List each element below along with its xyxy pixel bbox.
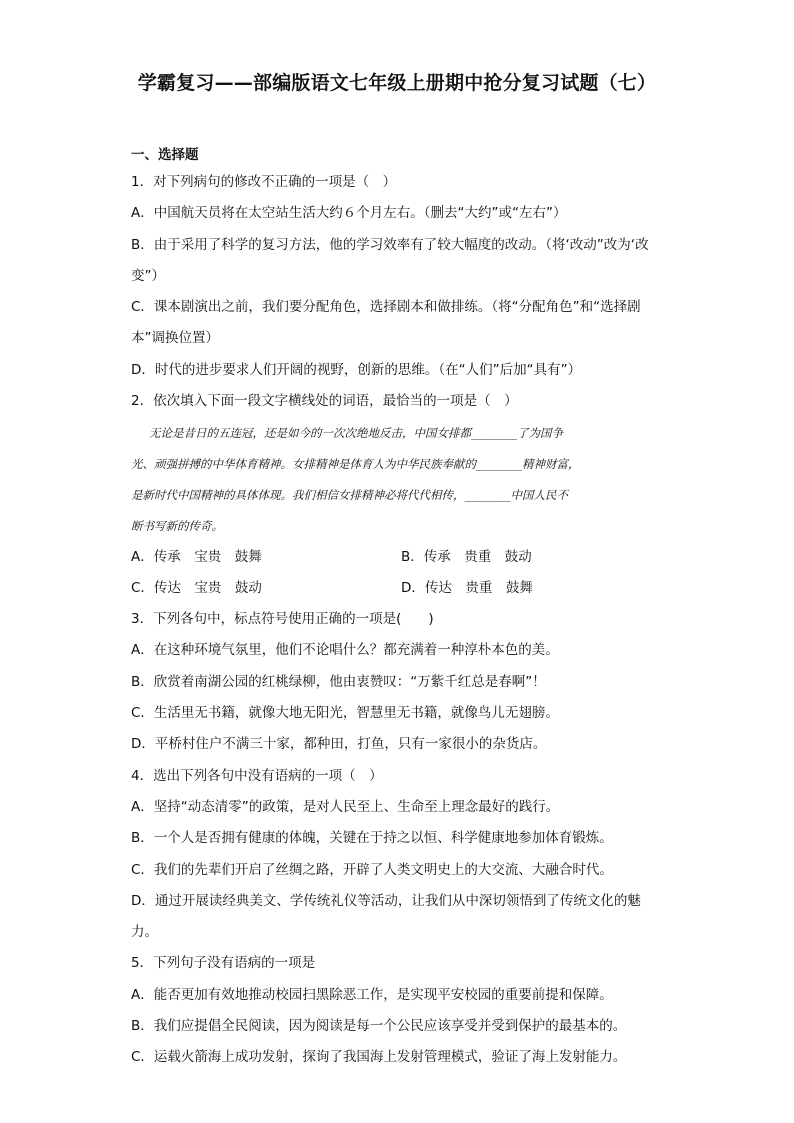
question-3-stem: 3．下列各句中，标点符号使用正确的一项是( )	[131, 611, 434, 628]
question-2-option-d: D．传达 贵重 鼓舞	[401, 579, 533, 596]
question-2-option-a: A．传承 宝贵 鼓舞	[131, 548, 262, 565]
question-3-option-a: A．在这种环境气氛里，他们不论唱什么？都充满着一种淳朴本色的美。	[131, 642, 559, 659]
question-2-passage-line3: 是新时代中国精神的具体体现。我们相信女排精神必将代代相传，________中国人民不	[131, 487, 568, 502]
question-1-option-c-line1: C．课本剧演出之前，我们要分配角色，选择剧本和做排练。（将“分配角色”和“选择剧	[131, 299, 641, 316]
question-4-option-d-line2: 力。	[131, 924, 158, 941]
question-3	[131, 604, 671, 760]
question-5-option-b: B．我们应提倡全民阅读，因为阅读是每一个公民应该享受并受到保护的最基本的。	[131, 1018, 627, 1035]
question-3-option-c: C．生活里无书籍，就像大地无阳光，智慧里无书籍，就像鸟儿无翅膀。	[131, 705, 559, 722]
question-1-option-b-line2: 变”）	[131, 267, 165, 284]
question-1-option-a: A．中国航天员将在太空站生活大约６个月左右。（删去“大约”或“左右”）	[131, 205, 567, 222]
question-2-option-b: B．传承 贵重 鼓动	[401, 548, 532, 565]
question-4-option-d-line1: D．通过开展读经典美文、学传统礼仪等活动，让我们从中深切领悟到了传统文化的魅	[131, 892, 641, 909]
question-2-option-c: C．传达 宝贵 鼓动	[131, 579, 262, 596]
question-2-options-row1	[131, 542, 671, 573]
question-4	[131, 761, 671, 949]
question-2-passage-line4: 断书写新的传奇。	[131, 518, 223, 533]
question-5-option-c: C．运载火箭海上成功发射，探询了我国海上发射管理模式，验证了海上发射能力。	[131, 1049, 627, 1066]
question-4-option-a: A．坚持“动态清零”的政策，是对人民至上、生命至上理念最好的践行。	[131, 798, 560, 815]
question-1-option-d: D．时代的进步要求人们开阔的视野，创新的思维。（在“人们”后加“具有”）	[131, 361, 582, 378]
question-2-stem: 2．依次填入下面一段文字横线处的词语，最恰当的一项是（ ）	[131, 393, 518, 410]
section-title: 一、选择题	[131, 147, 199, 163]
question-4-option-b: B．一个人是否拥有健康的体魄，关键在于持之以恒、科学健康地参加体育锻炼。	[131, 830, 613, 847]
question-1-option-b-line1: B．由于采用了科学的复习方法，他的学习效率有了较大幅度的改动。（将‘改动”改为‘改	[131, 236, 649, 253]
question-2-options-row2	[131, 573, 671, 604]
question-5-stem: 5．下列句子没有语病的一项是	[131, 955, 316, 972]
question-3-option-b: B．欣赏着南湖公园的红桃绿柳，他由衷赞叹：“万紫千红总是春啊”！	[131, 673, 546, 690]
page-title: 学霸复习——部编版语文七年级上册期中抢分复习试题（七）	[137, 72, 657, 94]
question-2-passage-line1: 无论是昔日的五连冠，还是如今的一次次绝地反击，中国女排都________了为国争	[149, 426, 563, 441]
question-4-option-c: C．我们的先辈们开启了丝绸之路，开辟了人类文明史上的大交流、大融合时代。	[131, 861, 613, 878]
question-2-passage-line2: 光、顽强拼搏的中华体育精神。女排精神是体育人为中华民族奉献的________精神财富，	[131, 457, 580, 472]
question-4-stem: 4．选出下列各句中没有语病的一项（ ）	[131, 767, 383, 784]
question-5	[131, 948, 671, 1073]
question-2	[131, 386, 671, 604]
question-1-option-c-line2: 本”调换位置）	[131, 330, 219, 347]
document-body	[131, 143, 671, 1074]
question-3-option-d: D．平桥村住户不满三十家，都种田，打鱼，只有一家很小的杂货店。	[131, 736, 547, 753]
question-1	[131, 167, 671, 386]
question-5-option-a: A．能否更加有效地推动校园扫黑除恶工作，是实现平安校园的重要前提和保障。	[131, 986, 613, 1003]
question-1-stem: 1．对下列病句的修改不正确的一项是（ ）	[131, 174, 397, 190]
